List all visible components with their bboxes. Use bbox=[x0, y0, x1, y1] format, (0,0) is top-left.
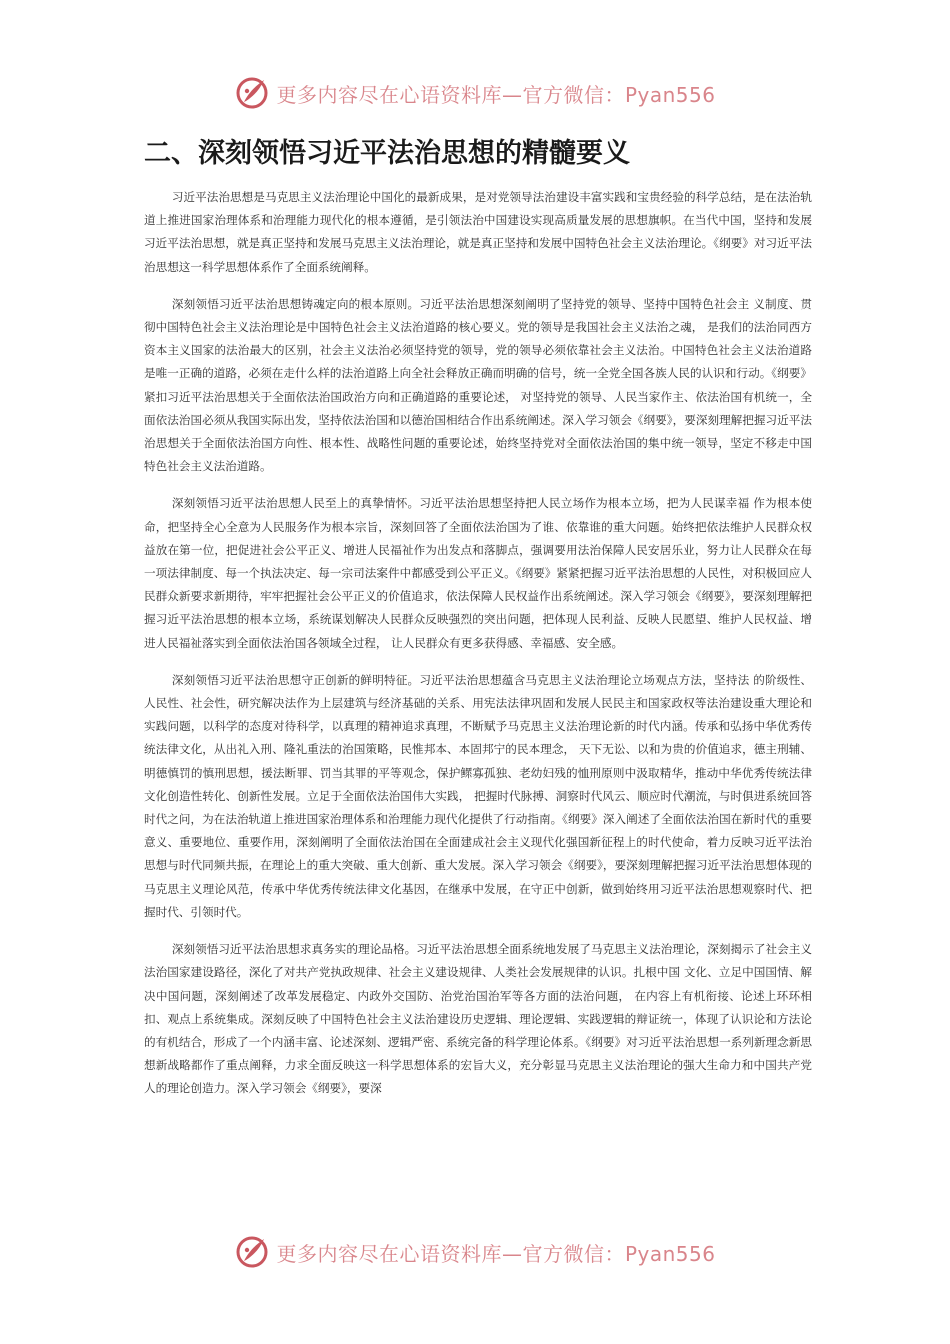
paragraph-4: 深刻领悟习近平法治思想守正创新的鲜明特征。习近平法治思想蕴含马克思主义法治理论立场观点方法，坚持法 的阶级性、人民性、社会性，研究解决法作为上层建筑与经济基础的关系、用宪法法律巩固和发展人民民主和国家政权等法治建设重大理论和实践问题，以科学的态度对待科学，以真理的精神追求真理，不断赋予马克思主义法治理论新的时代内涵。传承和弘扬中华优秀传统法律文化，从出礼入刑、隆礼重法的治国策略，民惟邦本、本固邦宁的民本理念， 天下无讼、以和为贵的价值追求，德主刑辅、明德慎罚的慎刑思想，援法断罪、罚当其罪的平等观念，保护鳏寡孤独、老幼妇残的恤刑原则中汲取精华，推动中华优秀传统法律文化创造性转化、创新性发展。立足于全面依法治国伟大实践， 把握时代脉搏、洞察时代风云、顺应时代潮流，与时俱进系统回答时代之问，为在法治轨道上推进国家治理体系和治理能力现代化提供了行动指南。《纲要》深入阐述了全面依法治国在新时代的重要意义、重要地位、重要作用，深刻阐明了全面依法治国在全面建成社会主义现代化强国新征程上的时代使命，着力反映习近平法治思想与时代同频共振，在理论上的重大突破、重大创新、重大发展。深入学习领会《纲要》，要深刻理解把握习近平法治思想体现的马克思主义理论风范，传承中华优秀传统法律文化基因，在继承中发展，在守正中创新，做到始终用习近平法治思想观察时代、把握时代、引领时代。 bbox=[144, 672, 812, 919]
header-banner bbox=[0, 73, 950, 113]
banner-text: 更多内容尽在心语资料库—官方微信：Pyan556 bbox=[276, 1241, 716, 1266]
footer-banner bbox=[0, 1232, 950, 1272]
paragraph-5: 深刻领悟习近平法治思想求真务实的理论品格。习近平法治思想全面系统地发展了马克思主义法治理论，深刻揭示了社会主义法治国家建设路径，深化了对共产党执政规律、社会主义建设规律、人类社会发展规律的认识。扎根中国 文化、立足中国国情、解决中国问题，深刻阐述了改革发展稳定、内政外交国防、治党治国治军等各方面的法治问题， 在内容上有机衔接、论述上环环相扣、观点上系统集成。深刻反映了中国特色社会主义法治建设历史逻辑、理论逻辑、实践逻辑的辩证统一，体现了认识论和方法论的有机结合，形成了一个内涵丰富、论述深刻、逻辑严密、系统完备的科学理论体系。《纲要》对习近平法治思想一系列新理念新思想新战略都作了重点阐释，力求全面反映这一科学思想体系的宏旨大义，充分彰显马克思主义法治理论的强大生命力和中国共产党人的理论创造力。深入学习领会《纲要》，要深 bbox=[144, 942, 812, 1096]
quill-circle-icon bbox=[234, 1234, 270, 1270]
paragraph-1: 习近平法治思想是马克思主义法治理论中国化的最新成果，是对党领导法治建设丰富实践和宝贵经验的科学总结，是在法治轨道上推进国家治理体系和治理能力现代化的根本遵循，是引领法治中国建设实现高质量发展的思想旗帜。在当代中国，坚持和发展习近平法治思想，就是真正坚持和发展马克思主义法治理论，就是真正坚持和发展中国特色社会主义法治理论。《纲要》对习近平法治思想这一科学思想体系作了全面系统阐释。 bbox=[144, 190, 812, 274]
paragraph-2: 深刻领悟习近平法治思想铸魂定向的根本原则。习近平法治思想深刻阐明了坚持党的领导、坚持中国特色社会主 义制度、贯彻中国特色社会主义法治理论是中国特色社会主义法治道路的核心要义。党的领导是我国社会主义法治之魂， 是我们的法治同西方资本主义国家的法治最大的区别，社会主义法治必须坚持党的领导，党的领导必须依靠社会主义法治。中国特色社会主义法治道路是唯一正确的道路，必须在走什么样的法治道路上向全社会释放正确而明确的信号，统一全党全国各族人民的认识和行动。《纲要》紧扣习近平法治思想关于全面依法治国政治方向和正确道路的重要论述， 对坚持党的领导、人民当家作主、依法治国有机统一，全面依法治国必须从我国实际出发，坚持依法治国和以德治国相结合作出系统阐述。深入学习领会《纲要》，要深刻理解把握习近平法治思想关于全面依法治国方向性、根本性、战略性问题的重要论述，始终坚持党对全面依法治国的集中统一领导，坚定不移走中国特色社会主义法治道路。 bbox=[144, 296, 812, 474]
section-title: 二、深刻领悟习近平法治思想的精髓要义 bbox=[144, 138, 630, 169]
paragraph-3: 深刻领悟习近平法治思想人民至上的真挚情怀。习近平法治思想坚持把人民立场作为根本立场，把为人民谋幸福 作为根本使命，把坚持全心全意为人民服务作为根本宗旨，深刻回答了全面依法治国为了谁、依靠谁的重大问题。始终把依法维护人民群众权益放在第一位，把促进社会公平正义、增进人民福祉作为出发点和落脚点，强调要用法治保障人民安居乐业，努力让人民群众在每一项法律制度、每一个执法决定、每一宗司法案件中都感受到公平正义。《纲要》紧紧把握习近平法治思想的人民性，对积极回应人民群众新要求新期待，牢牢把握社会公平正义的价值追求，依法保障人民权益作出系统阐述。深入学习领会《纲要》，要深刻理解把握习近平法治思想的根本立场，系统谋划解决人民群众反映强烈的突出问题，把体现人民利益、反映人民愿望、维护人民权益、增进人民福祉落实到全面依法治国各领域全过程， 让人民群众有更多获得感、幸福感、安全感。 bbox=[144, 496, 812, 650]
banner-text: 更多内容尽在心语资料库—官方微信：Pyan556 bbox=[276, 82, 716, 107]
quill-circle-icon bbox=[234, 75, 270, 111]
document-body bbox=[144, 132, 812, 1115]
